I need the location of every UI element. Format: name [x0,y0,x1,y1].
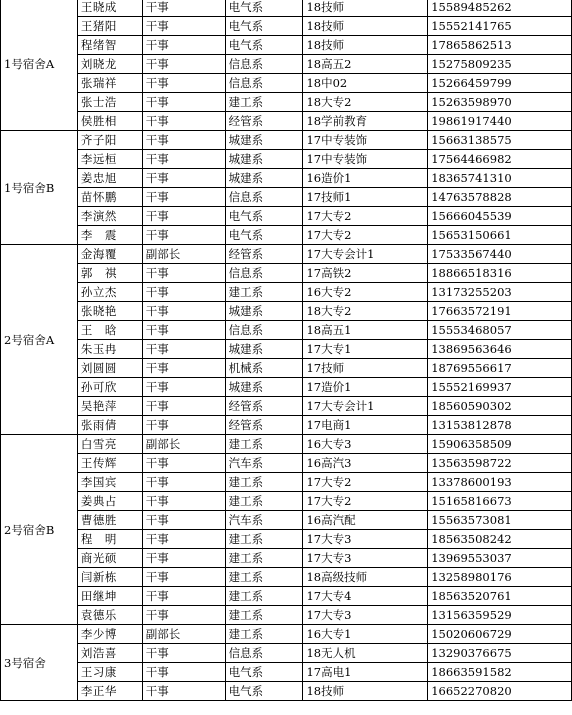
role-cell: 干事 [142,36,225,55]
table-row [1,17,572,36]
roster-body [1,0,572,701]
department-cell: 建工系 [225,435,303,454]
role-cell: 干事 [142,74,225,93]
role-cell: 干事 [142,188,225,207]
class-cell: 17大专3 [303,530,428,549]
phone-cell: 15666045539 [428,207,572,226]
class-cell: 17高铁2 [303,264,428,283]
name-cell: 张雨倩 [77,416,142,435]
role-cell: 干事 [142,587,225,606]
phone-cell: 13969553037 [428,549,572,568]
role-cell: 干事 [142,17,225,36]
name-cell: 李演然 [77,207,142,226]
name-cell: 吴艳萍 [77,397,142,416]
class-cell: 17大专4 [303,587,428,606]
class-cell: 17高电1 [303,663,428,682]
table-row [1,682,572,701]
phone-cell: 18563508242 [428,530,572,549]
class-cell: 16造价1 [303,169,428,188]
class-cell: 18学前教育 [303,112,428,131]
name-cell: 商光硕 [77,549,142,568]
class-cell: 17大专会计1 [303,245,428,264]
role-cell: 副部长 [142,245,225,264]
phone-cell: 17663572191 [428,302,572,321]
table-row [1,188,572,207]
phone-cell: 15563573081 [428,511,572,530]
role-cell: 干事 [142,663,225,682]
department-cell: 建工系 [225,473,303,492]
department-cell: 汽车系 [225,511,303,530]
phone-cell: 13869563646 [428,340,572,359]
department-cell: 城建系 [225,169,303,188]
department-cell: 电气系 [225,0,303,17]
class-cell: 17造价1 [303,378,428,397]
class-cell: 16高汽3 [303,454,428,473]
name-cell: 侯胜相 [77,112,142,131]
department-cell: 城建系 [225,378,303,397]
department-cell: 信息系 [225,644,303,663]
role-cell: 干事 [142,55,225,74]
table-row [1,416,572,435]
dorm-cell: 1号宿舍A [1,0,78,131]
class-cell: 18技师 [303,0,428,17]
department-cell: 建工系 [225,568,303,587]
class-cell: 17大专3 [303,549,428,568]
class-cell: 17大专3 [303,606,428,625]
table-row [1,587,572,606]
phone-cell: 17865862513 [428,36,572,55]
table-row [1,264,572,283]
role-cell: 干事 [142,416,225,435]
table-row [1,150,572,169]
department-cell: 汽车系 [225,454,303,473]
name-cell: 王晓成 [77,0,142,17]
phone-cell: 13153812878 [428,416,572,435]
phone-cell: 15165816673 [428,492,572,511]
role-cell: 干事 [142,359,225,378]
role-cell: 干事 [142,454,225,473]
class-cell: 17大专1 [303,340,428,359]
phone-cell: 15020606729 [428,625,572,644]
phone-cell: 19861917440 [428,112,572,131]
class-cell: 17技师1 [303,188,428,207]
department-cell: 城建系 [225,302,303,321]
table-row [1,36,572,55]
class-cell: 18高级技师 [303,568,428,587]
name-cell: 齐子阳 [77,131,142,150]
table-row [1,340,572,359]
phone-cell: 15589485262 [428,0,572,17]
name-cell: 袁德乐 [77,606,142,625]
table-row [1,625,572,644]
table-row [1,74,572,93]
department-cell: 信息系 [225,188,303,207]
phone-cell: 15275809235 [428,55,572,74]
department-cell: 电气系 [225,682,303,701]
table-row [1,207,572,226]
table-row [1,549,572,568]
phone-cell: 13563598722 [428,454,572,473]
department-cell: 机械系 [225,359,303,378]
role-cell: 干事 [142,606,225,625]
table-row [1,397,572,416]
name-cell: 闫新栋 [77,568,142,587]
department-cell: 信息系 [225,321,303,340]
name-cell: 姜典占 [77,492,142,511]
department-cell: 电气系 [225,17,303,36]
class-cell: 17大专2 [303,492,428,511]
name-cell: 孙立杰 [77,283,142,302]
name-cell: 苗怀鹏 [77,188,142,207]
table-row [1,321,572,340]
name-cell: 程 明 [77,530,142,549]
department-cell: 建工系 [225,587,303,606]
department-cell: 建工系 [225,606,303,625]
role-cell: 干事 [142,492,225,511]
role-cell: 副部长 [142,435,225,454]
name-cell: 田继坤 [77,587,142,606]
name-cell: 张晓艳 [77,302,142,321]
table-row [1,0,572,17]
department-cell: 建工系 [225,549,303,568]
name-cell: 王传辉 [77,454,142,473]
role-cell: 干事 [142,207,225,226]
department-cell: 经管系 [225,397,303,416]
phone-cell: 13156359529 [428,606,572,625]
name-cell: 李国宾 [77,473,142,492]
name-cell: 李正华 [77,682,142,701]
table-row [1,530,572,549]
class-cell: 18技师 [303,682,428,701]
class-cell: 17中专装饰 [303,150,428,169]
name-cell: 刘圆圆 [77,359,142,378]
phone-cell: 15552141765 [428,17,572,36]
phone-cell: 13378600193 [428,473,572,492]
table-row [1,454,572,473]
phone-cell: 15263598970 [428,93,572,112]
department-cell: 电气系 [225,207,303,226]
phone-cell: 16652270820 [428,682,572,701]
table-row [1,359,572,378]
name-cell: 金海覆 [77,245,142,264]
class-cell: 18技师 [303,17,428,36]
class-cell: 18无人机 [303,644,428,663]
phone-cell: 18866518316 [428,264,572,283]
table-row [1,644,572,663]
dorm-cell: 2号宿舍B [1,435,78,625]
department-cell: 电气系 [225,226,303,245]
department-cell: 电气系 [225,663,303,682]
table-row [1,663,572,682]
table-row [1,473,572,492]
phone-cell: 18663591582 [428,663,572,682]
table-row [1,245,572,264]
phone-cell: 18560590302 [428,397,572,416]
role-cell: 副部长 [142,625,225,644]
table-row [1,568,572,587]
phone-cell: 13173255203 [428,283,572,302]
name-cell: 王 晗 [77,321,142,340]
phone-cell: 17533567440 [428,245,572,264]
table-row [1,492,572,511]
table-row [1,302,572,321]
name-cell: 曹德胜 [77,511,142,530]
dorm-cell: 3号宿舍 [1,625,78,701]
role-cell: 干事 [142,473,225,492]
table-row [1,55,572,74]
name-cell: 刘浩喜 [77,644,142,663]
phone-cell: 15653150661 [428,226,572,245]
department-cell: 城建系 [225,150,303,169]
name-cell: 李 震 [77,226,142,245]
class-cell: 18大专2 [303,93,428,112]
table-row [1,93,572,112]
table-row [1,169,572,188]
role-cell: 干事 [142,644,225,663]
name-cell: 孙可欣 [77,378,142,397]
department-cell: 电气系 [225,36,303,55]
role-cell: 干事 [142,226,225,245]
role-cell: 干事 [142,169,225,188]
phone-cell: 14763578828 [428,188,572,207]
department-cell: 建工系 [225,625,303,644]
department-cell: 经管系 [225,245,303,264]
phone-cell: 13290376675 [428,644,572,663]
department-cell: 建工系 [225,93,303,112]
class-cell: 17大专会计1 [303,397,428,416]
class-cell: 16大专1 [303,625,428,644]
class-cell: 16大专2 [303,283,428,302]
table-row [1,606,572,625]
phone-cell: 18769556617 [428,359,572,378]
class-cell: 16高汽配 [303,511,428,530]
class-cell: 17中专装饰 [303,131,428,150]
class-cell: 18技师 [303,36,428,55]
role-cell: 干事 [142,340,225,359]
dorm-cell: 1号宿舍B [1,131,78,245]
role-cell: 干事 [142,549,225,568]
phone-cell: 15552169937 [428,378,572,397]
phone-cell: 15266459799 [428,74,572,93]
class-cell: 18大专2 [303,302,428,321]
role-cell: 干事 [142,397,225,416]
role-cell: 干事 [142,283,225,302]
dorm-cell: 2号宿舍A [1,245,78,435]
table-row [1,283,572,302]
table-row [1,131,572,150]
role-cell: 干事 [142,150,225,169]
department-cell: 信息系 [225,74,303,93]
class-cell: 16大专3 [303,435,428,454]
role-cell: 干事 [142,112,225,131]
department-cell: 城建系 [225,131,303,150]
role-cell: 干事 [142,682,225,701]
name-cell: 王习康 [77,663,142,682]
phone-cell: 17564466982 [428,150,572,169]
name-cell: 程绪智 [77,36,142,55]
class-cell: 17技师 [303,359,428,378]
phone-cell: 18365741310 [428,169,572,188]
class-cell: 18高五2 [303,55,428,74]
name-cell: 张瑞祥 [77,74,142,93]
name-cell: 王猪阳 [77,17,142,36]
class-cell: 17大专2 [303,473,428,492]
role-cell: 干事 [142,568,225,587]
name-cell: 白雪亮 [77,435,142,454]
phone-cell: 13258980176 [428,568,572,587]
department-cell: 经管系 [225,416,303,435]
role-cell: 干事 [142,378,225,397]
table-row [1,112,572,131]
name-cell: 李少博 [77,625,142,644]
role-cell: 干事 [142,264,225,283]
role-cell: 干事 [142,0,225,17]
name-cell: 朱玉冉 [77,340,142,359]
role-cell: 干事 [142,131,225,150]
phone-cell: 18563520761 [428,587,572,606]
table-row [1,226,572,245]
department-cell: 建工系 [225,530,303,549]
class-cell: 17电商1 [303,416,428,435]
class-cell: 17大专2 [303,226,428,245]
role-cell: 干事 [142,530,225,549]
role-cell: 干事 [142,302,225,321]
class-cell: 17大专2 [303,207,428,226]
phone-cell: 15553468057 [428,321,572,340]
department-cell: 信息系 [225,55,303,74]
name-cell: 李远桓 [77,150,142,169]
department-cell: 城建系 [225,340,303,359]
class-cell: 18中02 [303,74,428,93]
role-cell: 干事 [142,93,225,112]
department-cell: 经管系 [225,112,303,131]
name-cell: 姜忠旭 [77,169,142,188]
class-cell: 18高五1 [303,321,428,340]
table-row [1,378,572,397]
department-cell: 建工系 [225,283,303,302]
phone-cell: 15663138575 [428,131,572,150]
phone-cell: 15906358509 [428,435,572,454]
department-cell: 建工系 [225,492,303,511]
name-cell: 郭 祺 [77,264,142,283]
table-row [1,511,572,530]
name-cell: 张士浩 [77,93,142,112]
name-cell: 刘晓龙 [77,55,142,74]
department-cell: 信息系 [225,264,303,283]
table-row [1,435,572,454]
role-cell: 干事 [142,511,225,530]
role-cell: 干事 [142,321,225,340]
